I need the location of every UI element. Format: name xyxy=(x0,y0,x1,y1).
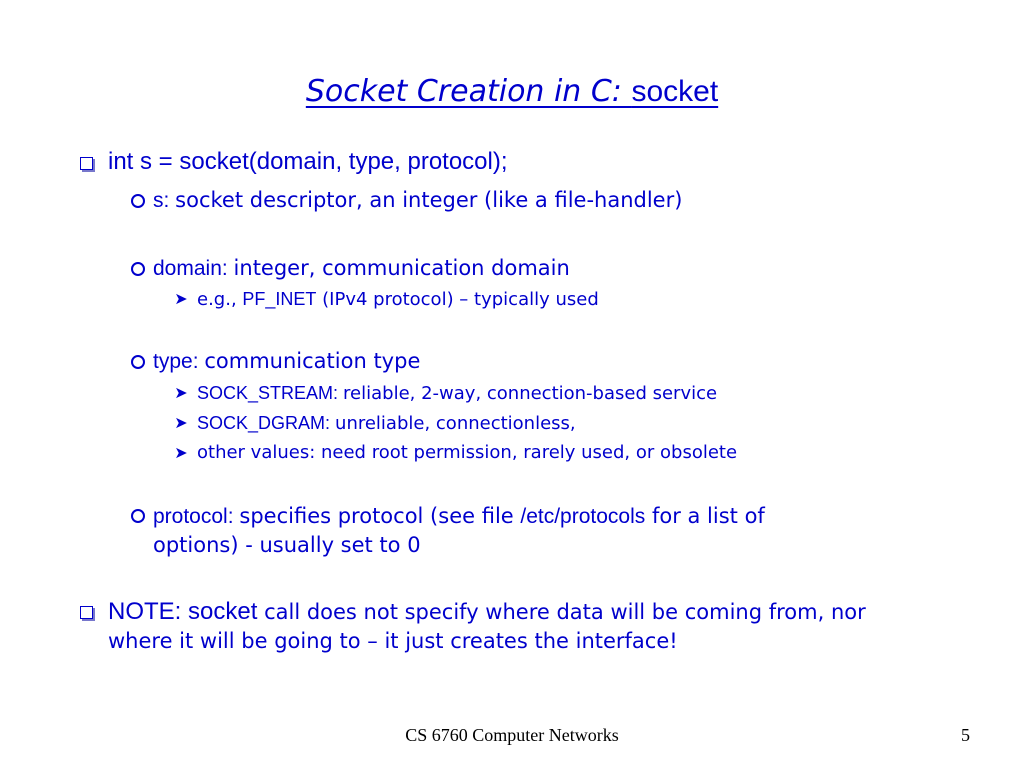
bullet-type xyxy=(153,347,420,376)
descriptor-lead: s: xyxy=(153,189,176,212)
circle-bullet-icon xyxy=(130,193,146,209)
bullet-protocol xyxy=(153,502,765,531)
pf-inet-lead: e.g., xyxy=(197,289,243,310)
bullet-note-line2 xyxy=(108,626,678,656)
page-number: 5 xyxy=(961,725,970,745)
note-socket-word: socket xyxy=(188,598,258,625)
protocol-text: specifies protocol (see file xyxy=(239,504,521,528)
bullet-sock-dgram xyxy=(197,411,576,436)
note-text: call does not specify where data will be coming from, nor xyxy=(257,600,866,624)
pf-inet-text: (IPv4 protocol) – typically used xyxy=(316,289,599,310)
circle-bullet-icon xyxy=(130,508,146,524)
title-plain-part: socket xyxy=(631,75,719,108)
protocol-line2-text: options) - usually set to 0 xyxy=(153,533,421,557)
title-italic-part: Socket Creation in C: xyxy=(305,74,632,109)
sock-stream-lead: SOCK_STREAM: xyxy=(197,383,344,403)
bullet-domain xyxy=(153,254,570,283)
sock-stream-text: reliable, 2-way, connection-based service xyxy=(343,383,718,404)
footer-course: CS 6760 Computer Networks xyxy=(405,725,619,745)
protocol-lead: protocol: xyxy=(153,505,240,528)
other-values-text: other values: need root permission, rarely used, or obsolete xyxy=(197,442,738,463)
sock-dgram-text: unreliable, connectionless, xyxy=(335,413,576,434)
note-line2-text: where it will be going to – it just creates the interface! xyxy=(108,629,678,653)
square-bullet-icon xyxy=(78,155,94,171)
arrow-bullet-icon: ➤ xyxy=(174,413,188,432)
descriptor-text: socket descriptor, an integer (like a file-handler) xyxy=(175,188,683,212)
domain-lead: domain: xyxy=(153,257,234,280)
domain-text: integer, communication domain xyxy=(233,256,570,280)
bullet-pf-inet xyxy=(197,287,599,312)
arrow-bullet-icon: ➤ xyxy=(174,383,188,402)
protocol-text-end: for a list of xyxy=(645,504,765,528)
type-lead: type: xyxy=(153,350,205,373)
arrow-bullet-icon: ➤ xyxy=(174,443,188,462)
slide-title xyxy=(0,68,1024,114)
sock-dgram-lead: SOCK_DGRAM: xyxy=(197,413,336,433)
circle-bullet-icon xyxy=(130,261,146,277)
square-bullet-icon xyxy=(78,604,94,620)
pf-inet-name: PF_INET xyxy=(242,289,317,309)
circle-bullet-icon xyxy=(130,354,146,370)
bullet-descriptor xyxy=(153,186,682,215)
type-text: communication type xyxy=(204,349,421,373)
bullet-note xyxy=(108,597,866,627)
bullet-sock-stream xyxy=(197,381,717,406)
socket-call-text: int s = socket(domain, type, protocol); xyxy=(108,148,508,175)
protocols-path: /etc/protocols xyxy=(520,505,646,528)
note-lead: NOTE: xyxy=(108,598,189,625)
bullet-other-values xyxy=(197,441,737,465)
bullet-protocol-line2 xyxy=(153,531,421,559)
arrow-bullet-icon: ➤ xyxy=(174,289,188,308)
bullet-socket-call xyxy=(108,147,508,177)
